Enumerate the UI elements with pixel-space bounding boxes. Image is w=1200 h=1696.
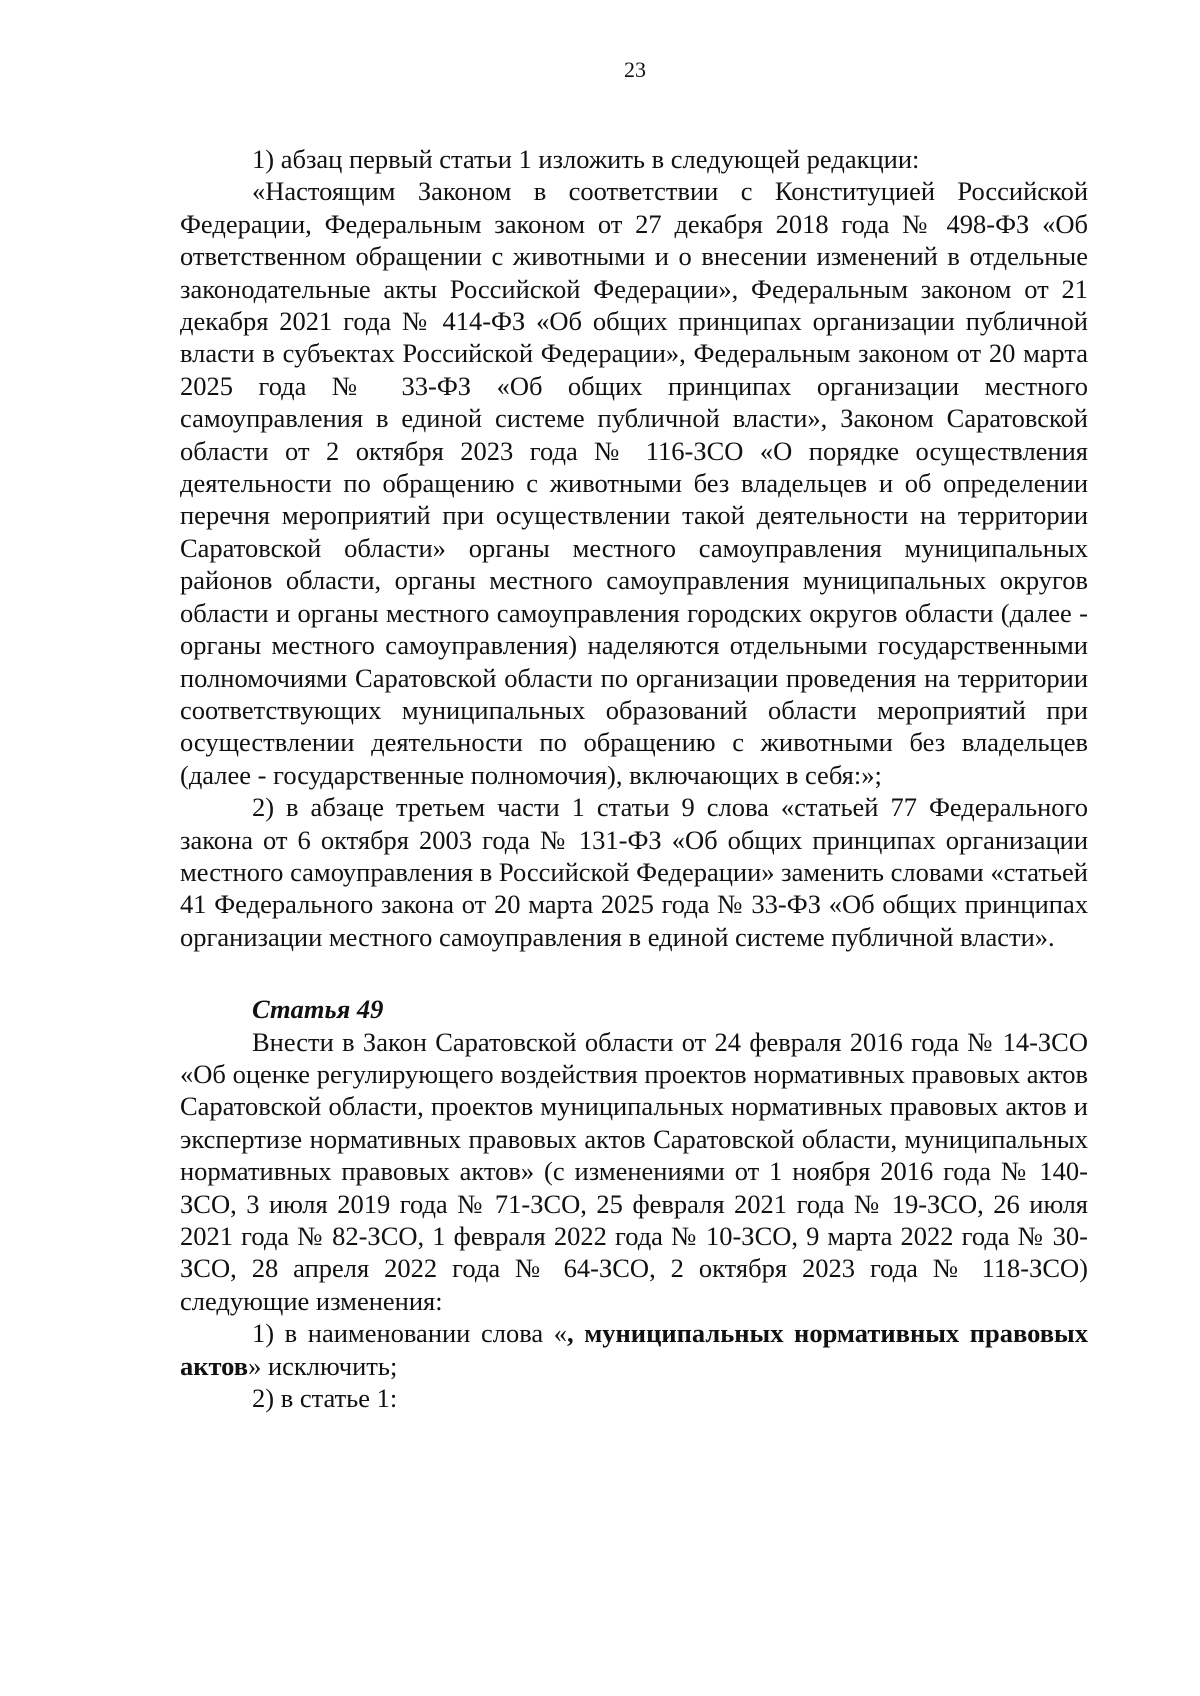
page-number: 23 xyxy=(624,57,646,82)
paragraph-item-1-name xyxy=(180,1317,1088,1382)
document-body xyxy=(180,143,1088,1414)
paragraph-item-1: 1) абзац первый статьи 1 изложить в следующей редакции: xyxy=(252,144,920,174)
article-heading: Статья 49 xyxy=(252,994,384,1025)
paragraph-amended-text: «Настоящим Законом в соответствии с Конституцией Российской Федерации, Федеральным законом от 27 декабря 2018 года № 498-ФЗ «Об ответственном обращении с животными и о внесении изменений в отдельные законодательные акты Российской Федерации», Федеральным законом от 21 декабря 2021 года № 414-ФЗ «Об общих принципах организации публичной власти в субъектах Российской Федерации», Федеральным законом от 20 марта 2025 года № 33-ФЗ «Об общих принципах организации местного самоуправления в единой системе публичной власти», Законом Саратовской области от 2 октября 2023 года № 116-ЗСО «О порядке осуществления деятельности по обращению с животными без владельцев и об определении перечня мероприятий при осуществлении такой деятельности на территории Саратовской области» органы местного самоуправления муниципальных районов области, органы местного самоуправления муниципальных округов области и органы местного самоуправления городских округов области (далее - органы местного самоуправления) наделяются отдельными государственными полномочиями Саратовской области по организации проведения на территории соответствующих муниципальных образований области мероприятий при осуществлении деятельности по обращению с животными без владельцев (далее - государственные полномочия), включающих в себя:»; xyxy=(180,176,1088,790)
paragraph-article-intro: Внести в Закон Саратовской области от 24 февраля 2016 года № 14-ЗСО «Об оценке регулирующего воздействия проектов нормативных правовых актов Саратовской области, проектов муниципальных нормативных правовых актов и экспертизе нормативных правовых актов Саратовской области, муниципальных нормативных правовых актов» (с изменениями от 1 ноября 2016 года № 140-ЗСО, 3 июля 2019 года № 71-ЗСО, 25 февраля 2021 года № 19-ЗСО, 26 июля 2021 года № 82-ЗСО, 1 февраля 2022 года № 10-ЗСО, 9 марта 2022 года № 30-ЗСО, 28 апреля 2022 года № 64-ЗСО, 2 октября 2023 года № 118-ЗСО) следующие изменения: xyxy=(180,1026,1088,1316)
bold-excluded-words: , муниципальных нормативных правовых актов xyxy=(180,1318,1088,1381)
text-suffix: » исключить; xyxy=(248,1350,398,1381)
paragraph-item-2: 2) в абзаце третьем части 1 статьи 9 слова «статьей 77 Федерального закона от 6 октября 2003 года № 131-ФЗ «Об общих принципах организации местного самоуправления в Российской Федерации» заменить словами «статьей 41 Федерального закона от 20 марта 2025 года № 33-ФЗ «Об общих принципах организации местного самоуправления в единой системе публичной власти». xyxy=(180,792,1088,952)
text-prefix: 1) в наименовании слова « xyxy=(252,1318,567,1349)
paragraph-item-2-article1: 2) в статье 1: xyxy=(252,1383,398,1414)
